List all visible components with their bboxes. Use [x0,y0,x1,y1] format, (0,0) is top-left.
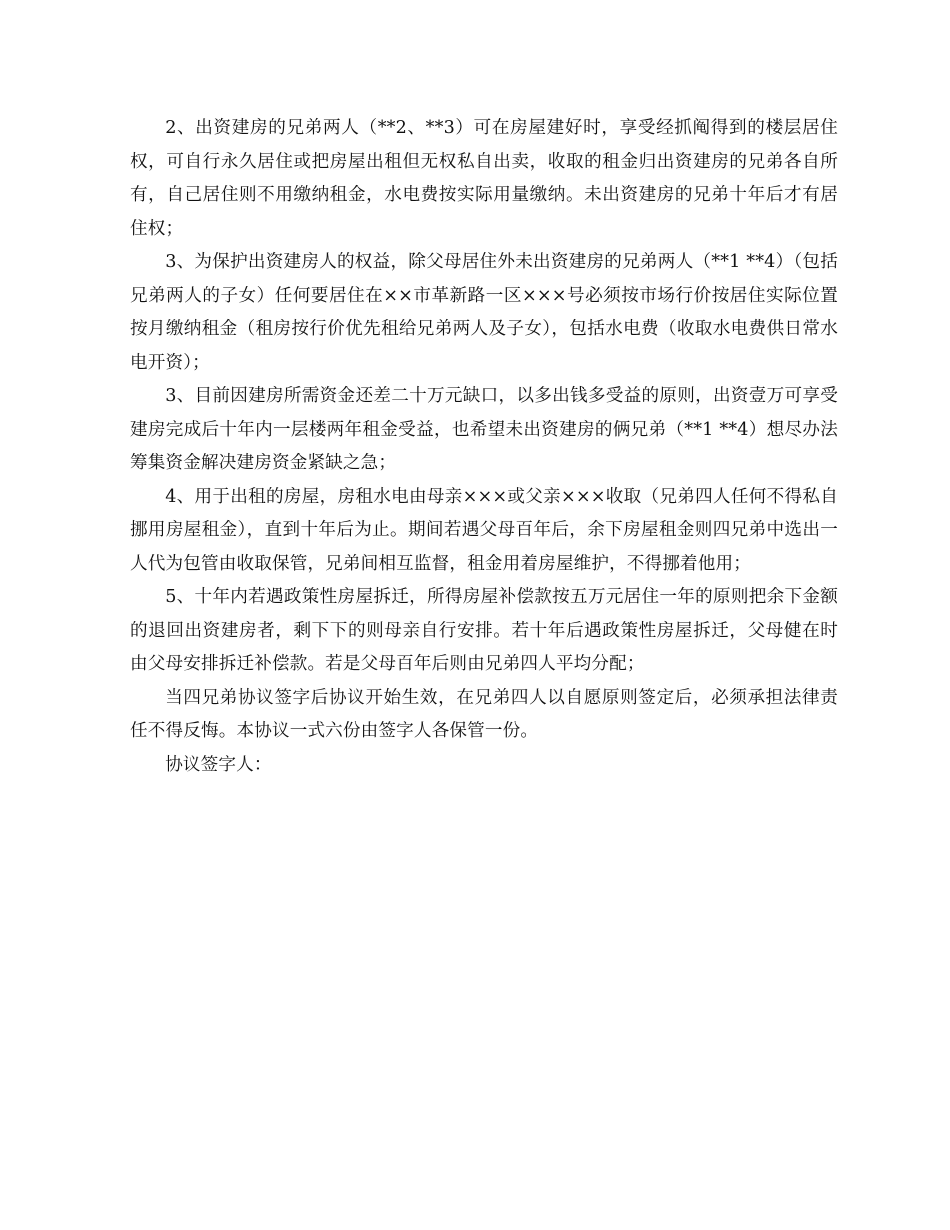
signatories-label: 协议签字人： [165,754,272,775]
clause-3-rent-rules: 3、为保护出资建房人的权益，除父母居住外未出资建房的兄弟两人（**1 **4）（包括兄弟两人的子女）任何要居住在××市革新路一区×××号必须按市场行价按居住实际位置按月缴纳租金（租房按行价优先租给兄弟两人及子女），包括水电费（收取水电费供日常水电开资）； [130,252,838,373]
agreement-effect-paragraph: 当四兄弟协议签字后协议开始生效，在兄弟四人以自愿原则签定后，必须承担法律责任不得反悔。本协议一式六份由签字人各保管一份。 [130,687,838,741]
clause-5-demolition: 5、十年内若遇政策性房屋拆迁，所得房屋补偿款按五万元居住一年的原则把余下金额的退回出资建房者，剩下下的则母亲自行安排。若十年后遇政策性房屋拆迁，父母健在时由父母安排拆迁补偿款。若是父母百年后则由兄弟四人平均分配； [130,587,838,674]
document-body [130,112,838,782]
clause-2-investor-rights: 2、出资建房的兄弟两人（**2、**3）可在房屋建好时，享受经抓阄得到的楼层居住权，可自行永久居住或把房屋出租但无权私自出卖，收取的租金归出资建房的兄弟各自所有，自己居住则不用缴纳租金，水电费按实际用量缴纳。未出资建房的兄弟十年后才有居住权； [130,118,838,239]
clause-4-rent-collection: 4、用于出租的房屋，房租水电由母亲×××或父亲×××收取（兄弟四人任何不得私自挪用房屋租金），直到十年后为止。期间若遇父母百年后，余下房屋租金则四兄弟中选出一人代为包管由收取保管，兄弟间相互监督，租金用着房屋维护，不得挪着他用； [130,486,838,574]
clause-3-funding-gap: 3、目前因建房所需资金还差二十万元缺口，以多出钱多受益的原则，出资壹万可享受建房完成后十年内一层楼两年租金受益，也希望未出资建房的俩兄弟（**1 **4）想尽办法筹集资金解决建房资金紧缺之急； [130,386,838,473]
